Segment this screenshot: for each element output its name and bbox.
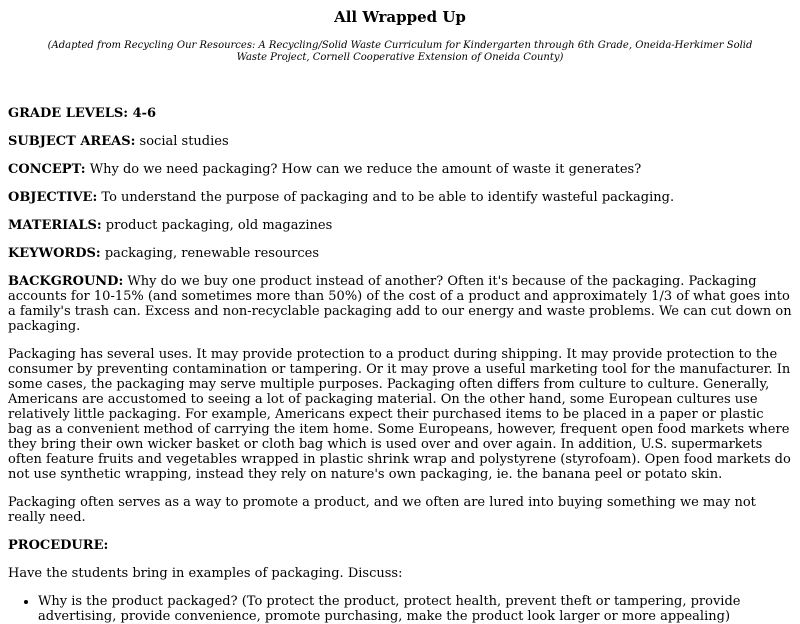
concept-value: Why do we need packaging? How can we reduce the amount of waste it generates? [89,162,642,177]
concept-label: CONCEPT: [8,162,86,177]
procedure-intro: Have the students bring in examples of packaging. Discuss: [8,566,403,581]
materials [8,218,792,233]
document-title: All Wrapped Up [334,8,466,26]
keywords [8,246,792,261]
paragraph-packaging-uses: Packaging has several uses. It may provide protection to a product during shipping. It may provide protection to the consumer by preventing contamination or tampering. Or it may prove a useful marketing tool for the manufacturer. In some cases, the packaging may serve multiple purposes. Packaging often differs from culture to culture. Generally, Americans are accustomed to seeing a lot of packaging material. On the other hand, some European cultures use relatively little packaging. For example, Americans expect their purchased items to be placed in a paper or plastic bag as a convenient method of carrying the item home. Some Europeans, however, frequent open food markets where they bring their own wicker basket or cloth bag which is used over and over again. In addition, U.S. supermarkets often feature fruits and vegetables wrapped in plastic shrink wrap and polystyrene (styrofoam). Open food markets do not use synthetic wrapping, instead they rely on nature's own packaging, ie. the banana peel or potato skin. [8,347,791,482]
background [8,274,792,334]
subject-areas-label: SUBJECT AREAS: [8,134,136,149]
paragraph-packaging-promotion: Packaging often serves as a way to promote a product, and we often are lured into buying something we may not really need. [8,495,756,525]
background-value: Why do we buy one product instead of another? Often it's because of the packaging. Packaging accounts for 10-15% (and sometimes more than 50%) of the cost of a product and approximately 1/3 of what goes into a family's trash can. Excess and non-recyclable packaging add to our energy and waste problems. We can cut down on packaging. [8,274,792,334]
materials-value: product packaging, old magazines [105,218,333,233]
objective-value: To understand the purpose of packaging and to be able to identify wasteful packaging. [101,190,675,205]
keywords-label: KEYWORDS: [8,246,101,261]
procedure-heading [8,538,792,553]
concept [8,162,792,177]
document-subtitle: (Adapted from Recycling Our Resources: A Recycling/Solid Waste Curriculum for Kindergarten through 6th Grade, Oneida-Herkimer Solid Waste Project, Cornell Cooperative Extension of Oneida County) [47,40,753,63]
keywords-value: packaging, renewable resources [104,246,320,261]
list-item: • Why is the product packaged? (To protect the product, protect health, prevent theft or tampering, provide advertising, provide convenience, promote purchasing, make the product look larger or more appealing) [38,594,792,624]
subject-areas-value: social studies [139,134,229,149]
subject-areas [8,134,792,149]
grade-levels [8,106,792,121]
objective-label: OBJECTIVE: [8,190,98,205]
procedure-list [8,594,792,624]
document-page [0,8,800,624]
grade-levels-label: GRADE LEVELS: 4-6 [8,106,157,121]
procedure-label: PROCEDURE: [8,538,109,553]
materials-label: MATERIALS: [8,218,102,233]
objective [8,190,792,205]
background-label: BACKGROUND: [8,274,124,289]
